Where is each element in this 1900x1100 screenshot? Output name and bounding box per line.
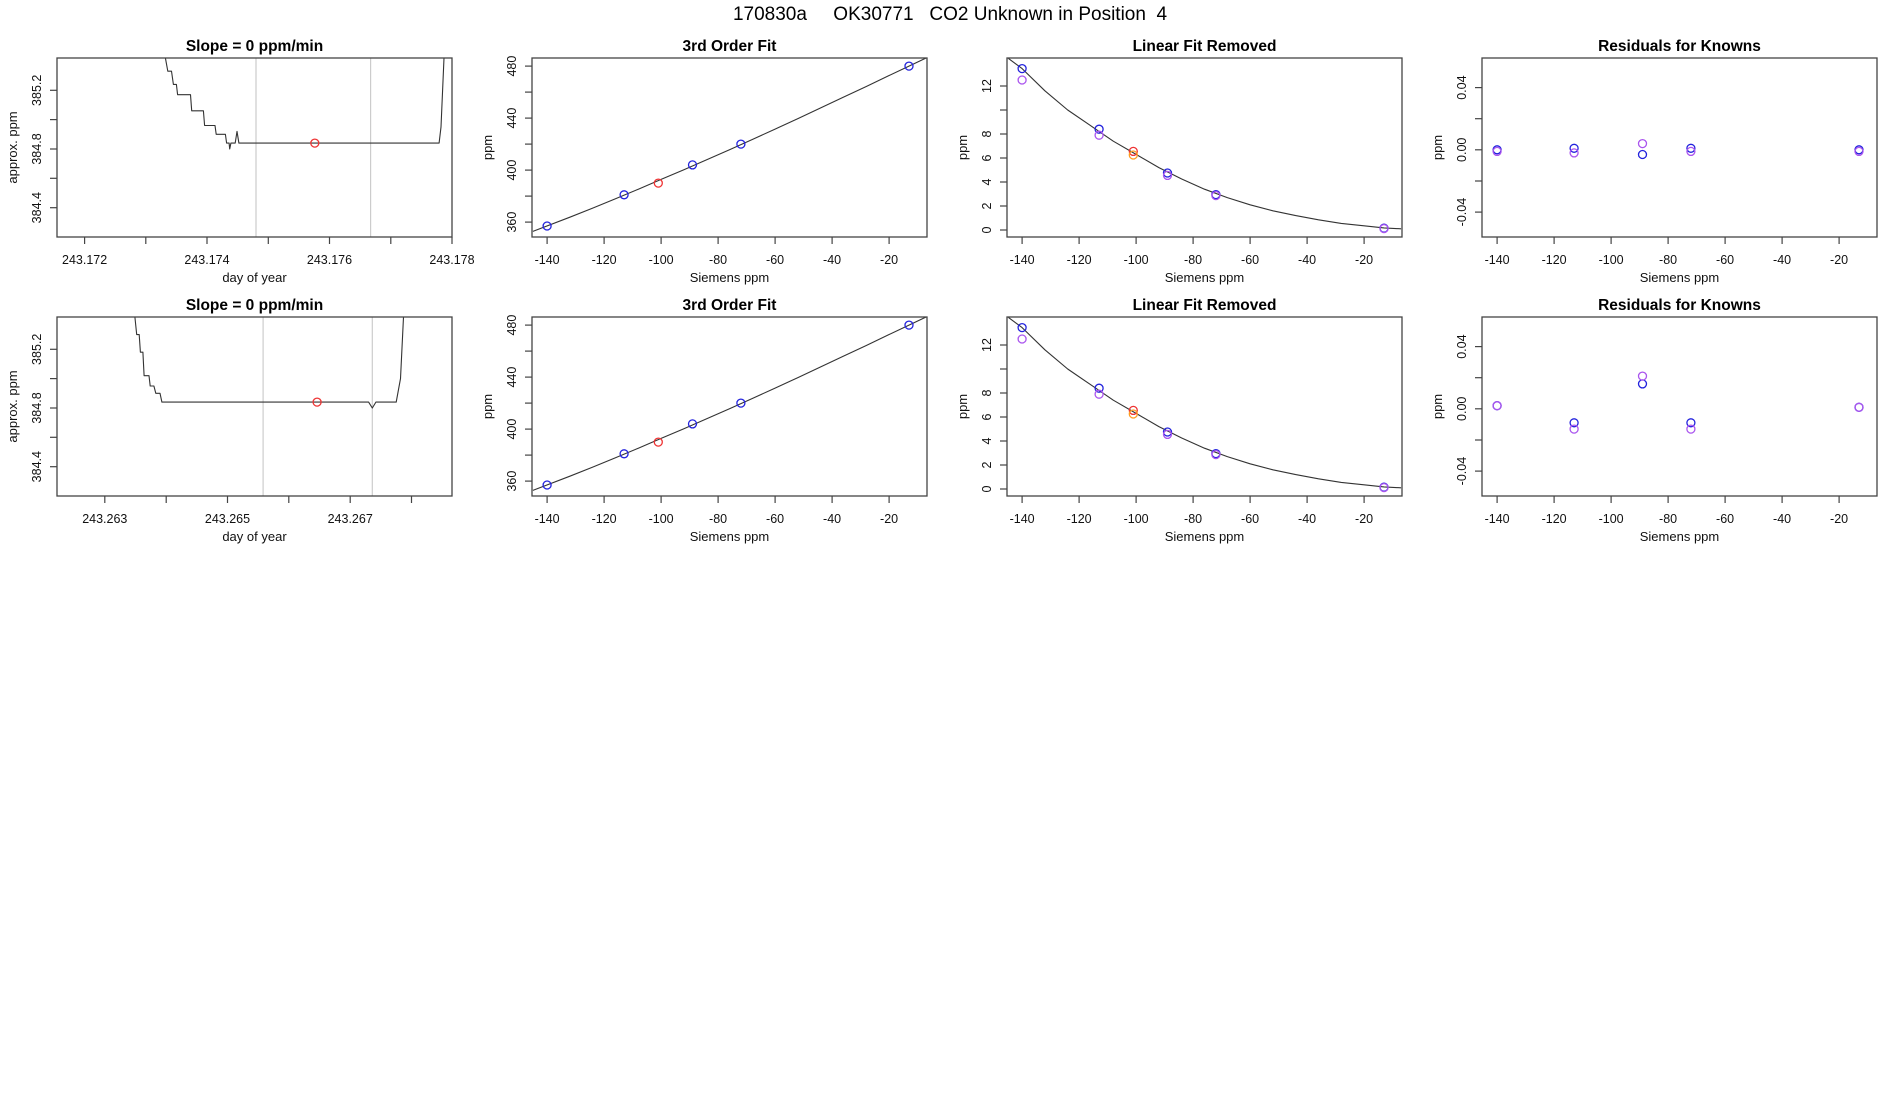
x-tick-label: -60 <box>1241 253 1260 267</box>
fit-curve <box>1008 317 1401 487</box>
x-axis-label: Siemens ppm <box>1164 529 1245 544</box>
x-tick-label: -120 <box>591 512 617 526</box>
x-tick-label: -40 <box>1298 512 1317 526</box>
x-tick-label: 243.178 <box>429 253 475 267</box>
x-tick-label: -140 <box>534 253 560 267</box>
panel-linear-removed-run2 <box>950 289 1425 548</box>
plot-frame <box>1007 58 1402 237</box>
panel-fit-run1 <box>475 30 950 289</box>
data-point-purple <box>1639 372 1647 380</box>
plot-frame <box>57 58 452 237</box>
x-axis-label: Siemens ppm <box>1164 270 1245 285</box>
x-tick-label: -140 <box>534 512 560 526</box>
y-tick-label: 440 <box>505 366 519 388</box>
plot-frame <box>1482 58 1877 237</box>
y-tick-label: 384.8 <box>30 392 44 424</box>
fit-curve <box>533 58 926 231</box>
panel-title: Residuals for Knowns <box>1598 297 1761 314</box>
signal-trace <box>165 58 444 149</box>
x-tick-label: 243.176 <box>306 253 353 267</box>
y-tick-label: 384.8 <box>30 133 44 165</box>
x-tick-label: -120 <box>1066 512 1092 526</box>
panel-fit-run2 <box>475 289 950 548</box>
panel-title: Slope = 0 ppm/min <box>185 297 324 314</box>
y-axis-label: ppm <box>955 134 970 161</box>
panel-slope-run1 <box>0 30 475 289</box>
x-tick-label: -100 <box>1123 512 1149 526</box>
x-tick-label: -100 <box>1598 253 1624 267</box>
x-tick-label: -80 <box>1184 253 1203 267</box>
y-tick-label: 4 <box>980 178 994 186</box>
data-point-purple <box>1380 484 1388 492</box>
y-tick-label: 440 <box>505 107 519 129</box>
x-tick-label: -140 <box>1009 512 1035 526</box>
x-tick-label: -140 <box>1484 253 1510 267</box>
x-tick-label: -20 <box>1355 253 1374 267</box>
y-tick-label: 360 <box>505 470 519 492</box>
panel-title: Residuals for Knowns <box>1598 38 1761 55</box>
x-tick-label: -100 <box>1123 253 1149 267</box>
y-axis-label: approx. ppm <box>5 370 20 443</box>
data-point-purple <box>1018 335 1026 343</box>
data-point-purple <box>1018 76 1026 84</box>
x-tick-label: -120 <box>1066 253 1092 267</box>
y-tick-label: 2 <box>980 461 994 469</box>
x-tick-label: -60 <box>766 512 785 526</box>
x-tick-label: -120 <box>1541 512 1567 526</box>
data-point-purple <box>1380 225 1388 233</box>
x-tick-label: -40 <box>1298 253 1317 267</box>
y-tick-label: 0.00 <box>1455 396 1469 421</box>
y-tick-label: 360 <box>505 211 519 233</box>
data-point-purple <box>1855 403 1863 411</box>
x-tick-label: -120 <box>1541 253 1567 267</box>
x-tick-label: -80 <box>1184 512 1203 526</box>
y-tick-label: 12 <box>980 338 994 352</box>
x-tick-label: 243.263 <box>82 512 128 526</box>
data-point-purple <box>1095 131 1103 139</box>
y-tick-label: 6 <box>980 413 994 421</box>
x-tick-label: -60 <box>1241 512 1260 526</box>
y-tick-label: 385.2 <box>30 333 44 365</box>
x-tick-label: -100 <box>648 512 674 526</box>
x-axis-label: day of year <box>222 270 287 285</box>
x-tick-label: -60 <box>1716 253 1735 267</box>
x-tick-label: -40 <box>823 512 842 526</box>
y-tick-label: 0 <box>980 485 994 493</box>
x-axis-label: Siemens ppm <box>1639 529 1720 544</box>
x-axis-label: day of year <box>222 529 287 544</box>
x-tick-label: -20 <box>880 512 899 526</box>
x-tick-label: 243.174 <box>184 253 230 267</box>
y-tick-label: 6 <box>980 154 994 162</box>
y-tick-label: 385.2 <box>30 74 44 106</box>
x-tick-label: -100 <box>1598 512 1624 526</box>
y-tick-label: 400 <box>505 159 519 181</box>
x-axis-label: Siemens ppm <box>1639 270 1720 285</box>
x-tick-label: -40 <box>1773 512 1792 526</box>
plot-frame <box>532 58 927 237</box>
x-tick-label: -80 <box>1659 512 1678 526</box>
y-tick-label: -0.04 <box>1455 197 1469 227</box>
y-tick-label: 0.04 <box>1455 334 1469 359</box>
panel-title: Slope = 0 ppm/min <box>185 38 324 55</box>
data-point-blue <box>1639 380 1647 388</box>
y-tick-label: -0.04 <box>1455 456 1469 486</box>
y-axis-label: ppm <box>480 134 495 161</box>
plot-frame <box>1482 317 1877 496</box>
y-tick-label: 384.4 <box>30 451 44 483</box>
y-tick-label: 480 <box>505 314 519 336</box>
fit-curve <box>1008 58 1401 228</box>
figure-title: 170830a OK30771 CO2 Unknown in Position 4 <box>732 4 1168 25</box>
x-axis-label: Siemens ppm <box>689 270 770 285</box>
x-tick-label: -80 <box>709 512 728 526</box>
y-tick-label: 8 <box>980 389 994 397</box>
x-tick-label: -80 <box>709 253 728 267</box>
x-tick-label: 243.172 <box>62 253 108 267</box>
panel-residuals-run1 <box>1425 30 1900 289</box>
fit-curve <box>533 317 926 490</box>
panel-title: Linear Fit Removed <box>1132 297 1277 314</box>
x-tick-label: -120 <box>591 253 617 267</box>
x-tick-label: -140 <box>1009 253 1035 267</box>
y-axis-label: ppm <box>480 393 495 420</box>
data-point-blue <box>1639 151 1647 159</box>
y-axis-label: ppm <box>1430 134 1445 161</box>
x-tick-label: -20 <box>880 253 899 267</box>
x-tick-label: -60 <box>766 253 785 267</box>
x-tick-label: -40 <box>823 253 842 267</box>
panel-title: 3rd Order Fit <box>682 38 777 55</box>
panel-title: 3rd Order Fit <box>682 297 777 314</box>
x-tick-label: -80 <box>1659 253 1678 267</box>
plot-frame <box>1007 317 1402 496</box>
x-tick-label: -40 <box>1773 253 1792 267</box>
y-tick-label: 384.4 <box>30 192 44 224</box>
y-tick-label: 4 <box>980 437 994 445</box>
y-axis-label: ppm <box>955 393 970 420</box>
y-tick-label: 2 <box>980 202 994 210</box>
x-tick-label: -20 <box>1355 512 1374 526</box>
y-tick-label: 12 <box>980 79 994 93</box>
panel-residuals-run2 <box>1425 289 1900 548</box>
x-tick-label: 243.267 <box>327 512 373 526</box>
signal-trace <box>135 317 404 408</box>
data-point-purple <box>1639 140 1647 148</box>
panel-linear-removed-run1 <box>950 30 1425 289</box>
x-tick-label: -100 <box>648 253 674 267</box>
x-tick-label: -20 <box>1830 512 1849 526</box>
y-tick-label: 400 <box>505 418 519 440</box>
plot-frame <box>57 317 452 496</box>
x-axis-label: Siemens ppm <box>689 529 770 544</box>
panel-slope-run2 <box>0 289 475 548</box>
y-axis-label: ppm <box>1430 393 1445 420</box>
x-tick-label: -20 <box>1830 253 1849 267</box>
y-tick-label: 0.04 <box>1455 75 1469 100</box>
x-tick-label: -140 <box>1484 512 1510 526</box>
x-tick-label: 243.265 <box>204 512 251 526</box>
y-tick-label: 0 <box>980 226 994 234</box>
y-axis-label: approx. ppm <box>5 111 20 184</box>
y-tick-label: 8 <box>980 130 994 138</box>
y-tick-label: 0.00 <box>1455 137 1469 162</box>
panel-title: Linear Fit Removed <box>1132 38 1277 55</box>
data-point-purple <box>1095 390 1103 398</box>
y-tick-label: 480 <box>505 55 519 77</box>
x-tick-label: -60 <box>1716 512 1735 526</box>
data-point-purple <box>1493 402 1501 410</box>
plot-frame <box>532 317 927 496</box>
